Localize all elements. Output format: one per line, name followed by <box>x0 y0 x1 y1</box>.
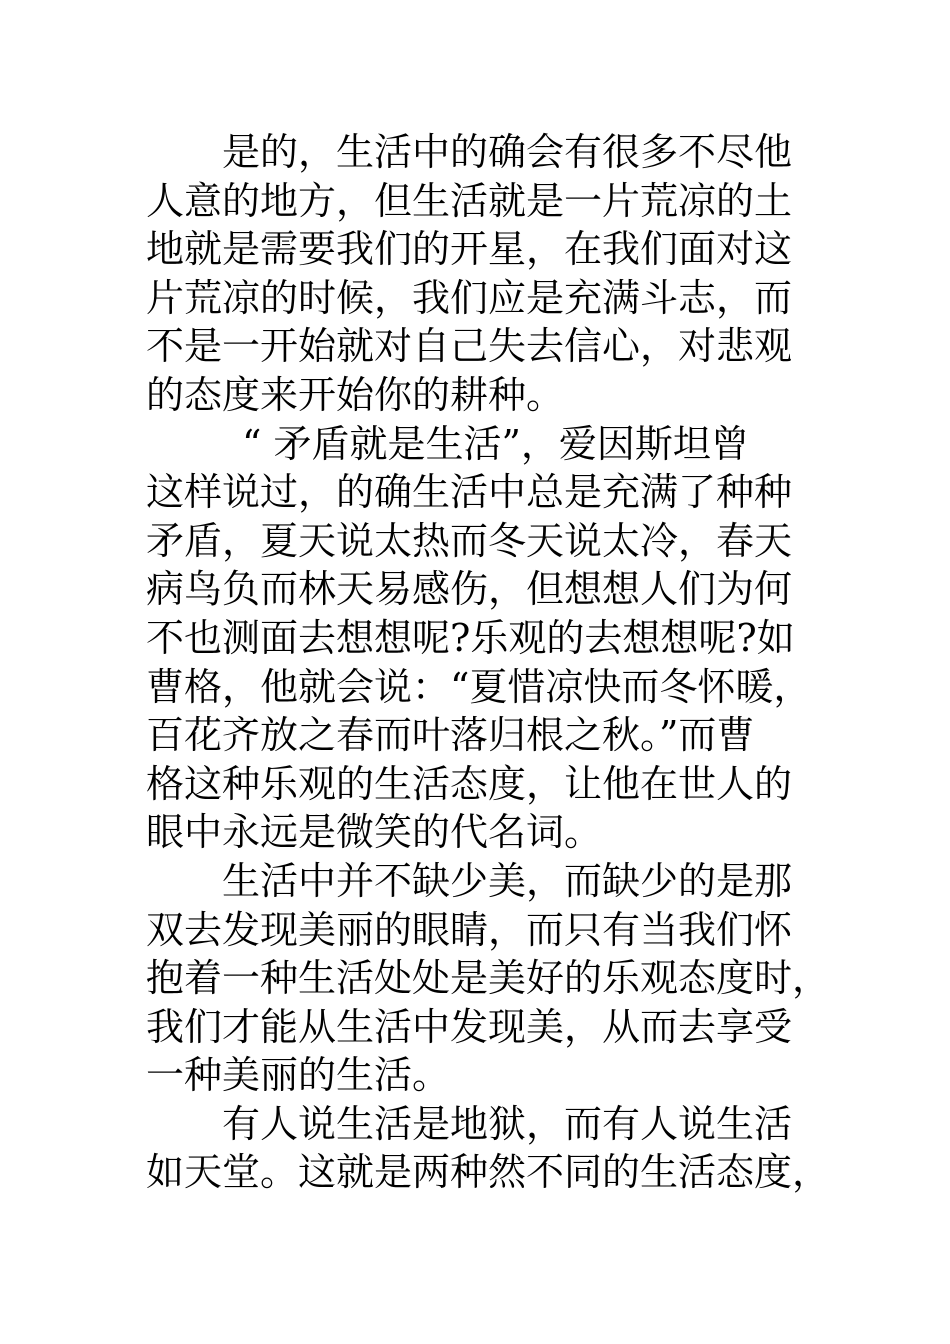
paragraph-3 <box>146 857 831 1100</box>
text-line: 不是一开始就对自己失去信心，对悲观 <box>146 324 793 369</box>
text-line: 这样说过，的确生活中总是充满了种种 <box>146 470 793 515</box>
text-line: 如天堂。这就是两种然不同的生活态度， <box>146 1150 831 1195</box>
text-line: 病鸟负而林天易感伤，但想想人们为何 <box>146 567 793 612</box>
text-line: 抱着一种生活处处是美好的乐观态度时， <box>146 956 831 1001</box>
text-line: 百花齐放之春而叶落归根之秋。”而曹 <box>146 713 755 758</box>
paragraph-4 <box>146 1100 831 1197</box>
paragraph-2 <box>146 420 826 857</box>
text-line: 不也测面去想想呢?乐观的去想想呢?如 <box>146 615 795 660</box>
text-line: 双去发现美丽的眼睛，而只有当我们怀 <box>146 907 793 952</box>
document-body <box>146 128 831 1197</box>
text-line: 的态度来开始你的耕种。 <box>146 372 565 417</box>
text-line: 眼中永远是微笑的代名词。 <box>146 810 603 855</box>
text-line: 有人说生活是地狱，而有人说生活 <box>222 1101 793 1146</box>
paragraph-1 <box>146 128 826 420</box>
text-line: 生活中并不缺少美，而缺少的是那 <box>222 858 793 903</box>
text-line: 人意的地方，但生活就是一片荒凉的土 <box>146 178 793 223</box>
text-line: 我们才能从生活中发现美，从而去享受 <box>146 1004 793 1049</box>
text-line: 曹格，他就会说：“夏惜凉快而冬怀暖， <box>146 664 812 709</box>
text-line: 地就是需要我们的开星，在我们面对这 <box>146 227 793 272</box>
text-line: 片荒凉的时候，我们应是充满斗志，而 <box>146 275 793 320</box>
text-line: 是的，生活中的确会有很多不尽他 <box>222 130 793 174</box>
text-line: “ 矛盾就是生活”，爱因斯坦曾 <box>242 421 749 466</box>
text-line: 矛盾，夏天说太热而冬天说太冷，春天 <box>146 518 793 563</box>
text-line: 格这种乐观的生活态度，让他在世人的 <box>146 761 793 806</box>
text-line: 一种美丽的生活。 <box>146 1053 451 1098</box>
